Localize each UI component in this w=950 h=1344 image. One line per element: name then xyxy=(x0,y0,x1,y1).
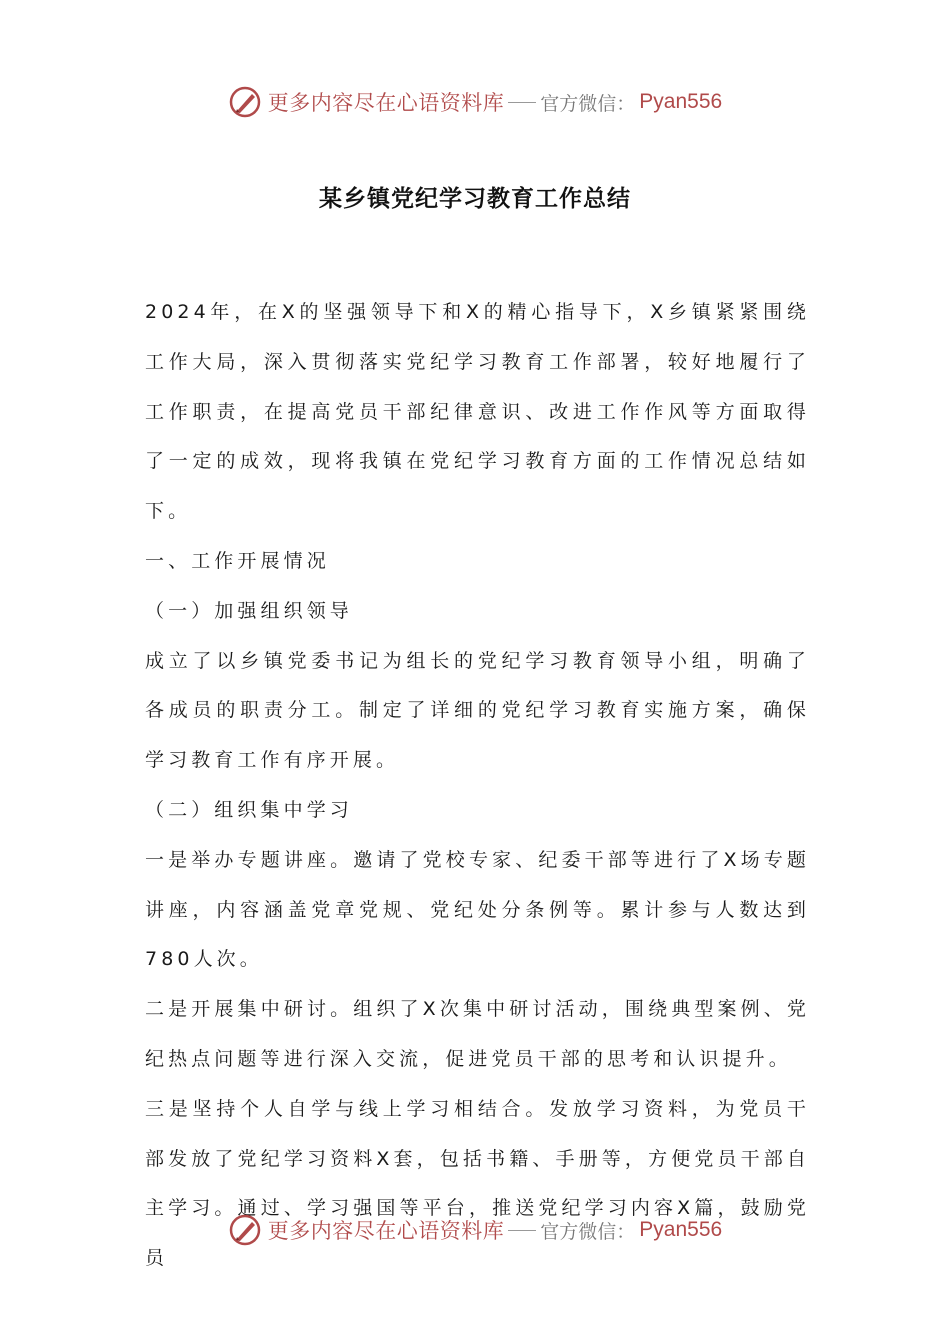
paragraph-organization: 成立了以乡镇党委书记为组长的党纪学习教育领导小组，明确了各成员的职责分工。制定了详细的党纪学习教育实施方案，确保学习教育工作有序开展。 xyxy=(145,649,810,772)
watermark-wechat-id: Pyan556 xyxy=(639,90,723,113)
watermark-dash xyxy=(508,1230,536,1231)
document-body xyxy=(145,288,810,1284)
watermark-wechat-id: Pyan556 xyxy=(639,1218,723,1241)
watermark-brand: 更多内容尽在心语资料库 xyxy=(267,1219,505,1243)
watermark-brand: 更多内容尽在心语资料库 xyxy=(267,91,505,115)
paragraph-discussion: 二是开展集中研讨。组织了X次集中研讨活动，围绕典型案例、党纪热点问题等进行深入交流，促进党员干部的思考和认识提升。 xyxy=(145,998,810,1070)
paragraph-self-study: 三是坚持个人自学与线上学习相结合。发放学习资料，为党员干部发放了党纪学习资料X套，包括书籍、手册等，方便党员干部自主学习。通过、学习强国等平台，推送党纪学习内容X篇，鼓励党员 xyxy=(145,1097,810,1270)
watermark-label: 官方微信： xyxy=(540,92,636,115)
header-watermark xyxy=(0,82,950,122)
document-title: 某乡镇党纪学习教育工作总结 xyxy=(319,185,631,212)
footer-watermark xyxy=(0,1210,950,1250)
pen-logo-icon xyxy=(228,1213,262,1247)
paragraph-intro: 2024年，在X的坚强领导下和X的精心指导下，X乡镇紧紧围绕工作大局，深入贯彻落实党纪学习教育工作部署，较好地履行了工作职责，在提高党员干部纪律意识、改进工作作风等方面取得了一定的成效，现将我镇在党纪学习教育方面的工作情况总结如下。 xyxy=(145,301,810,523)
pen-logo-icon xyxy=(228,85,262,119)
heading-subsection-1: （一）加强组织领导 xyxy=(145,599,353,622)
heading-subsection-2: （二）组织集中学习 xyxy=(145,798,353,821)
watermark-dash xyxy=(508,102,536,103)
watermark-label: 官方微信： xyxy=(540,1220,636,1243)
paragraph-lectures: 一是举办专题讲座。邀请了党校专家、纪委干部等进行了X场专题讲座，内容涵盖党章党规、党纪处分条例等。累计参与人数达到780人次。 xyxy=(145,848,810,971)
heading-section-1: 一、工作开展情况 xyxy=(145,549,330,572)
